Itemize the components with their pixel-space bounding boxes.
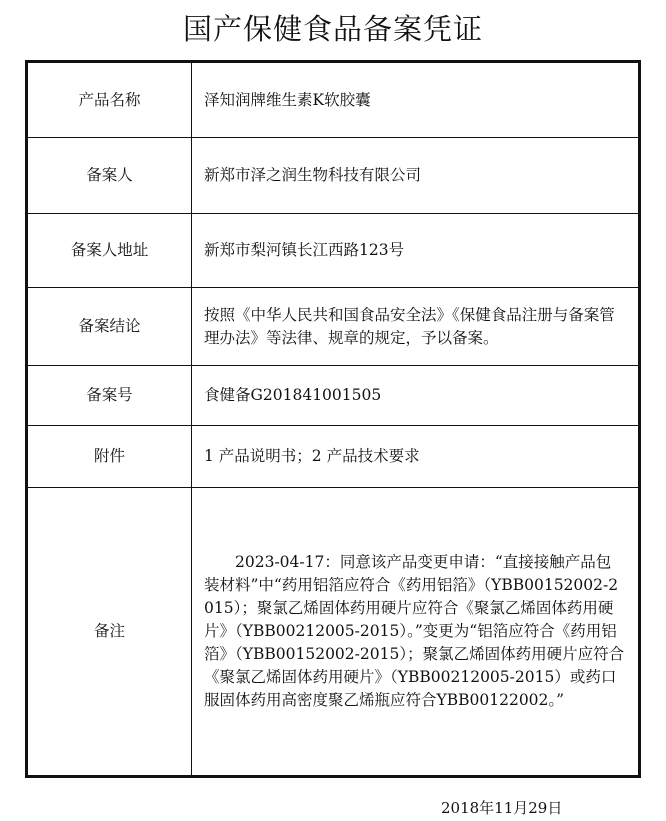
table-row — [27, 62, 640, 138]
table-row — [27, 426, 640, 488]
table-row — [27, 138, 640, 214]
table-row — [27, 366, 640, 426]
registrant-value: 新郑市泽之润生物科技有限公司 — [192, 138, 640, 214]
table-row — [27, 214, 640, 288]
attachments-value: 1 产品说明书；2 产品技术要求 — [192, 426, 640, 488]
row-label: 备注 — [27, 488, 192, 777]
registrant-address-value: 新郑市梨河镇长江西路123号 — [192, 214, 640, 288]
row-label: 附件 — [27, 426, 192, 488]
table-row — [27, 288, 640, 366]
certificate-table — [25, 60, 641, 778]
conclusion-value: 按照《中华人民共和国食品安全法》《保健食品注册与备案管理办法》等法律、规章的规定，予以备案。 — [192, 288, 640, 366]
row-label: 产品名称 — [27, 62, 192, 138]
table-row — [27, 488, 640, 777]
document-title: 国产保健食品备案凭证 — [182, 12, 483, 46]
issue-date: 2018年11月29日 — [441, 799, 563, 817]
remarks-value: 2023-04-17：同意该产品变更申请：“直接接触产品包装材料”中“药用铝箔应符合《药用铝箔》（YBB00152002-2015）；聚氯乙烯固体药用硬片应符合《聚氯乙烯固体药用硬片》（YBB00212005-2015）。”变更为“铝箔应符合《药用铝箔》（YBB00152002-2015）；聚氯乙烯固体药用硬片应符合《聚氯乙烯固体药用硬片》（YBB00212005-2015）或药口服固体药用高密度聚乙烯瓶应符合YBB00122002。” — [204, 553, 625, 709]
remarks-cell — [192, 488, 640, 777]
row-label: 备案结论 — [27, 288, 192, 366]
row-label: 备案号 — [27, 366, 192, 426]
registration-number-value: 食健备G201841001505 — [192, 366, 640, 426]
product-name-value: 泽知润牌维生素K软胶囊 — [192, 62, 640, 138]
row-label: 备案人地址 — [27, 214, 192, 288]
row-label: 备案人 — [27, 138, 192, 214]
